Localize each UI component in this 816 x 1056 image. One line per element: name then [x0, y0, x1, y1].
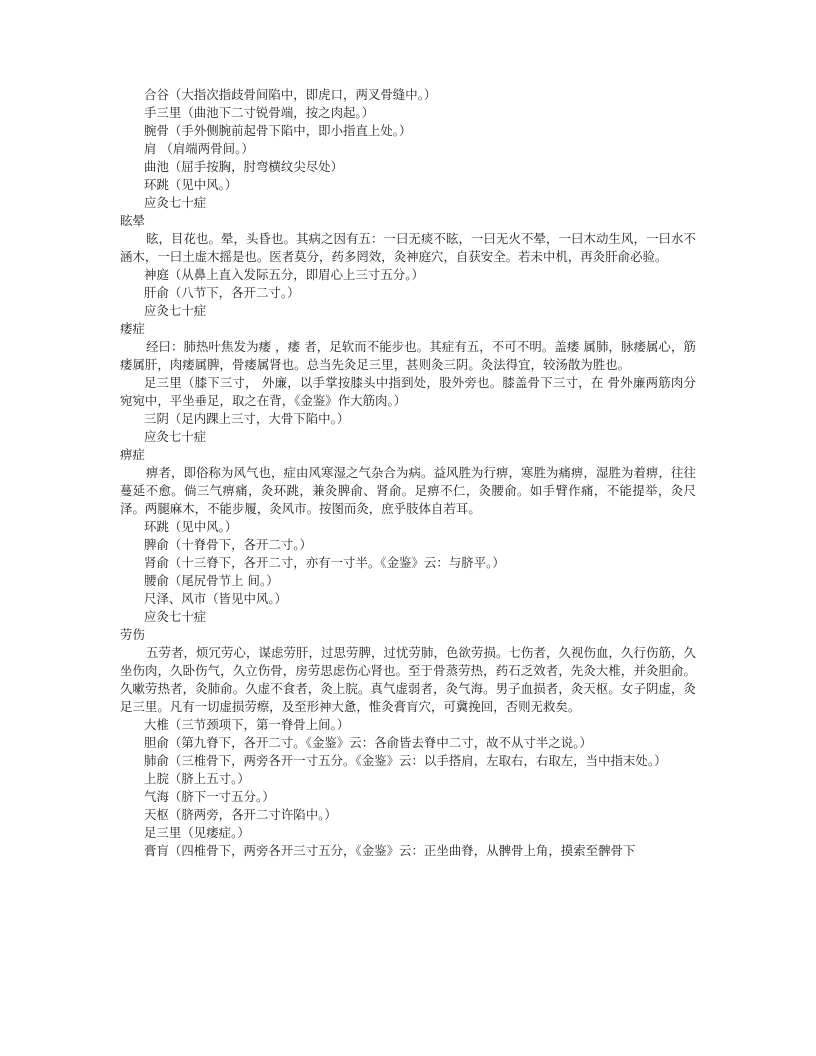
- acupoint-entry: 天枢（脐两旁，各开二寸许陷中。）: [144, 807, 337, 822]
- section-body-xuanyun: 眩，目花也。晕，头昏也。其病之因有五：一曰无痰不眩，一曰无火不晕，一曰木动生风，一曰水不涵木，一曰土虚木摇是也。医者莫分，药多罔效，灸神庭穴，自获安全。若未中机，再灸肝俞必验。: [120, 231, 696, 264]
- section-body-weizheng: 经曰：肺热叶焦发为痿 ，痿 者，足软而不能步也。其症有五，不可不明。盖痿 属肺，脉痿属心，筋痿属肝，肉痿属脾，骨痿属肾也。总当先灸足三里，甚则灸三阴。灸法得宜，较汤散为胜也。: [120, 339, 696, 372]
- acupoint-entry: 神庭（从鼻上直入发际五分，即眉心上三寸五分。）: [144, 267, 424, 282]
- acupoint-entry: 大椎（三节颈项下，第一脊骨上间。）: [144, 717, 350, 732]
- text-column: [120, 86, 696, 860]
- section-body-bizheng: 痹者，即俗称为风气也，症由风寒湿之气杂合为病。益风胜为行痹，寒胜为痛痹，湿胜为着痹，往往蔓延不愈。倘三气痹痛，灸环跳，兼灸脾俞、肾俞。足痹不仁，灸腰俞。如手臂作痛，不能提举，灸尺泽。两腿麻木，不能步履，灸风市。按图而灸，庶乎肢体自若耳。: [120, 465, 696, 516]
- acupoint-entry: 足三里（见痿症。）: [144, 825, 250, 840]
- section-heading-xuanyun: 眩晕: [120, 213, 145, 228]
- acupoint-entry: 尺泽、风市（皆见中风。）: [144, 591, 288, 606]
- acupoint-entry: 环跳（见中风。）: [144, 519, 238, 534]
- acupoint-entry: 肾俞（十三脊下，各开二寸，亦有一寸半。《金鉴》云：与脐平。）: [144, 555, 505, 570]
- symptom-count-note: 应灸七十症: [144, 429, 207, 444]
- acupoint-entry: 三阴（足内踝上三寸，大骨下陷中。）: [144, 411, 350, 426]
- acupoint-entry: 腕骨（手外侧腕前起骨下陷中，即小指直上处。）: [144, 123, 412, 138]
- acupoint-entry: 肝俞（八节下，各开二寸。）: [144, 285, 300, 300]
- acupoint-entry: 胆俞（第九脊下，各开二寸。《金鉴》云：各俞皆去脊中二寸，故不从寸半之说。）: [144, 735, 592, 750]
- acupoint-entry: 上脘（脐上五寸。）: [144, 771, 250, 786]
- section-heading-bizheng: 痹症: [120, 447, 145, 462]
- acupoint-entry: 曲池（屈手按胸，肘弯横纹尖尽处）: [144, 159, 344, 174]
- acupoint-entry: 合谷（大指次指歧骨间陷中，即虎口，两叉骨缝中。）: [144, 87, 437, 102]
- acupoint-entry: 肺俞（三椎骨下，两旁各开一寸五分。《金鉴》云：以手搭肩，左取右，右取左，当中指末处。）: [144, 753, 667, 768]
- acupoint-entry: 环跳（见中风。）: [144, 177, 238, 192]
- acupoint-entry: 膏肓（四椎骨下，两旁各开三寸五分，《金鉴》云：正坐曲脊，从髀骨上角，摸索至髀骨下: [144, 843, 636, 858]
- acupoint-entry: 手三里（曲池下二寸锐骨端，按之肉起。）: [144, 105, 375, 120]
- acupoint-entry: 肩 （肩端两骨间。）: [144, 141, 254, 156]
- section-heading-laoshang: 劳伤: [120, 627, 145, 642]
- symptom-count-note: 应灸七十症: [144, 609, 207, 624]
- symptom-count-note: 应灸七十症: [144, 303, 207, 318]
- section-heading-weizheng: 痿症: [120, 321, 145, 336]
- acupoint-entry: 脾俞（十脊骨下，各开二寸。）: [144, 537, 312, 552]
- acupoint-entry: 腰俞（尾尻骨节上 间。）: [144, 573, 279, 588]
- symptom-count-note: 应灸七十症: [144, 195, 207, 210]
- acupoint-entry: 足三里（膝下三寸， 外廉，以手掌按膝头中指到处，股外旁也。膝盖骨下三寸，在 骨外廉两筋肉分宛宛中，平坐垂足，取之在背，《金鉴》作大筋肉。）: [120, 375, 696, 408]
- acupoint-entry: 气海（脐下一寸五分。）: [144, 789, 275, 804]
- section-body-laoshang: 五劳者，烦冗劳心，谋虑劳肝，过思劳脾，过忧劳肺，色欲劳损。七伤者，久视伤血，久行伤筋，久坐伤肉，久卧伤气，久立伤骨，房劳思虑伤心肾也。至于骨蒸劳热，药石乏效者，先灸大椎，并灸胆俞。久嗽劳热者，灸肺俞。久虚不食者，灸上脘。真气虚弱者，灸气海。男子血损者，灸天枢。女子阴虚，灸足三里。凡有一切虚损劳瘵，及至形神大惫，惟灸膏肓穴，可冀挽回，否则无救矣。: [120, 645, 696, 714]
